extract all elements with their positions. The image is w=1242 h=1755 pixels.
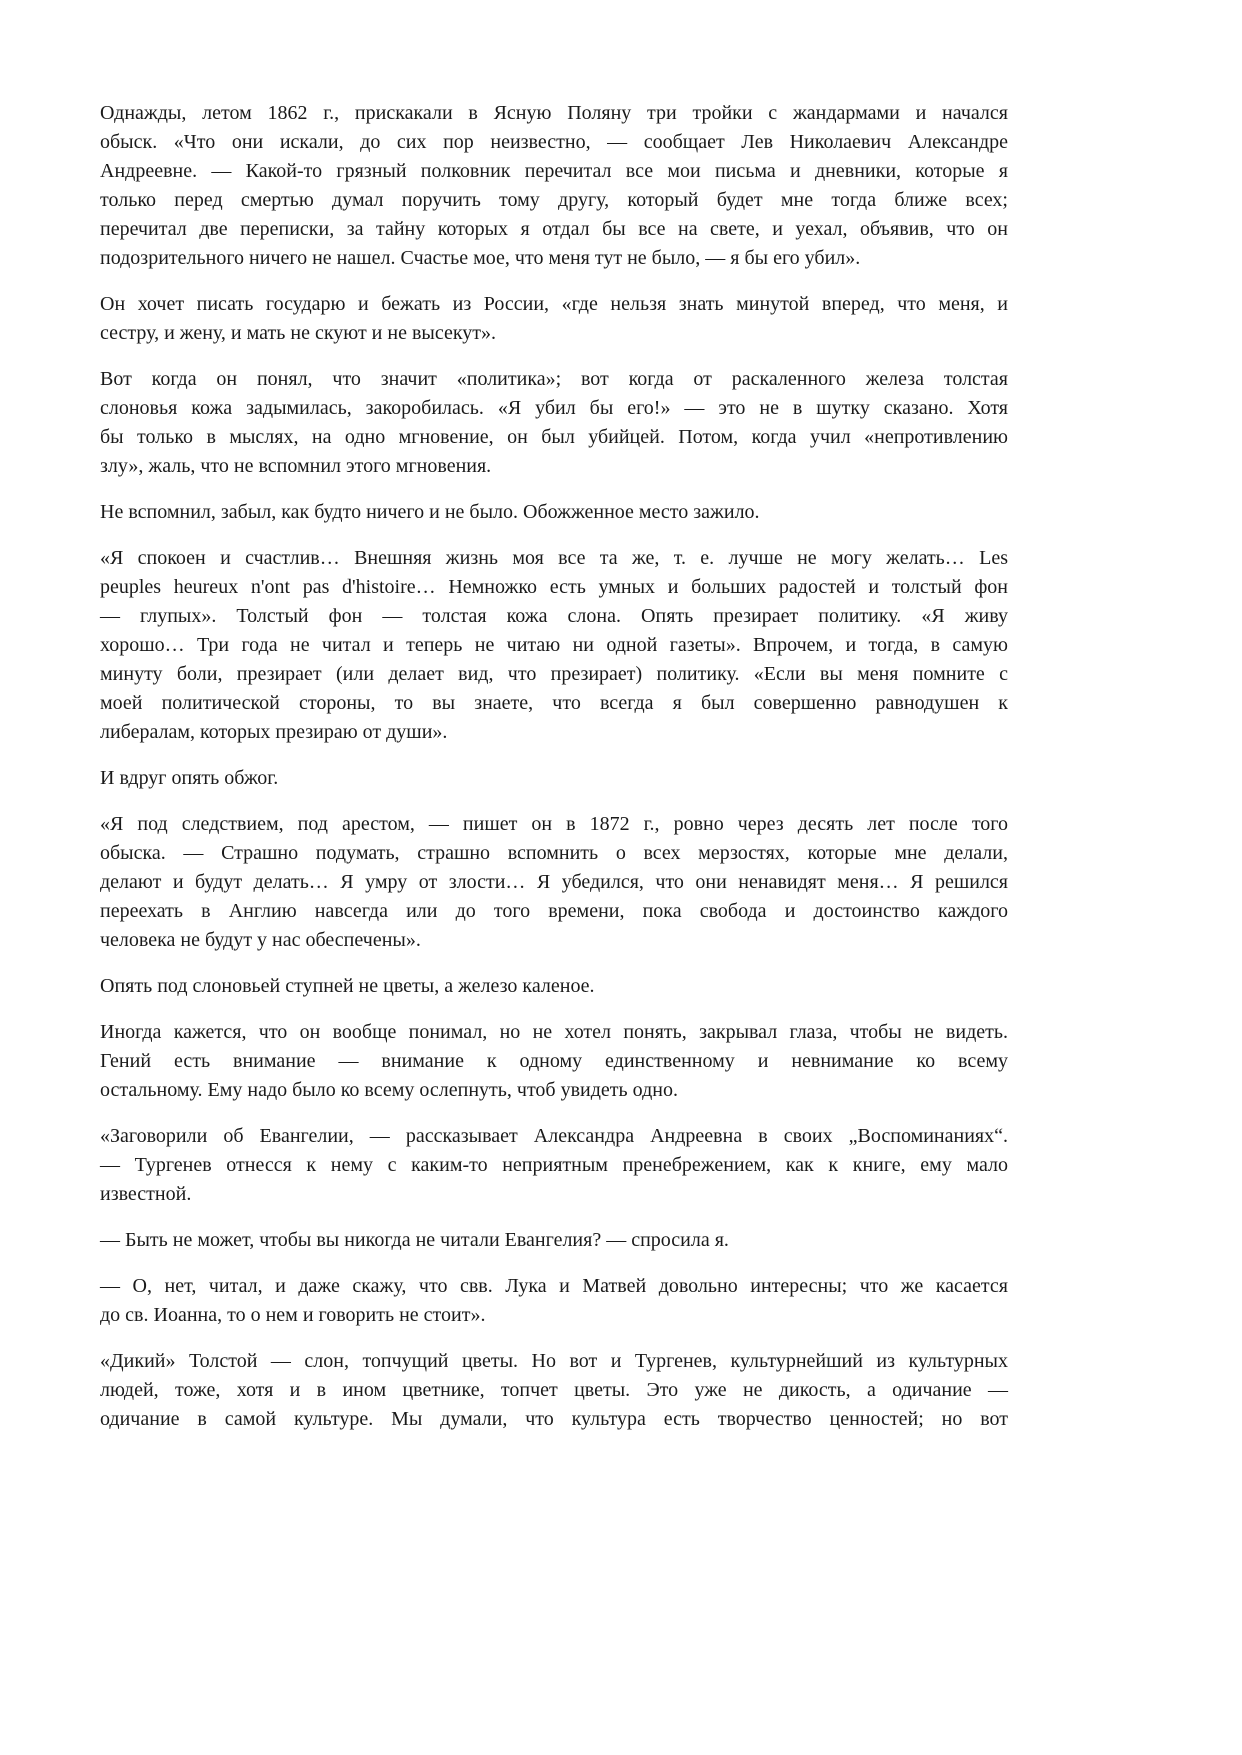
paragraph: [100, 498, 1008, 527]
text-line: одичание в самой культуре. Мы думали, что культура есть творчество ценностей; но вот: [100, 1408, 1008, 1430]
text-line: либералам, которых презираю от души».: [100, 721, 448, 743]
text-line: людей, тоже, хотя и в ином цветнике, топчет цветы. Это уже не дикость, а одичание —: [100, 1379, 1008, 1401]
text-line: — Быть не может, чтобы вы никогда не читали Евангелия? — спросила я.: [100, 1229, 729, 1251]
text-line: Вот когда он понял, что значит «политика»; вот когда от раскаленного железа толстая: [100, 368, 1008, 390]
text-line: известной.: [100, 1183, 192, 1205]
text-line: Однажды, летом 1862 г., прискакали в Ясную Поляну три тройки с жандармами и начался: [100, 102, 1008, 124]
text-line: — глупых». Толстый фон — толстая кожа слона. Опять презирает политику. «Я живу: [100, 605, 1008, 627]
text-line: — Тургенев отнесся к нему с каким-то неприятным пренебрежением, как к книге, ему мало: [100, 1154, 1008, 1176]
text-line: сестру, и жену, и мать не скуют и не высекут».: [100, 322, 497, 344]
text-line: обыск. «Что они искали, до сих пор неизвестно, — сообщает Лев Николаевич Александре: [100, 131, 1008, 153]
text-line: делают и будут делать… Я умру от злости… Я убедился, что они ненавидят меня… Я решился: [100, 871, 1008, 893]
text-line: «Я спокоен и счастлив… Внешняя жизнь моя все та же, т. е. лучше не могу желать… Les: [100, 547, 1008, 569]
text-line: только перед смертью думал поручить тому другу, который будет мне тогда ближе всех;: [100, 189, 1008, 211]
text-line: Опять под слоновьей ступней не цветы, а железо каленое.: [100, 975, 595, 997]
text-line: до св. Иоанна, то о нем и говорить не стоит».: [100, 1304, 486, 1326]
paragraph: [100, 1122, 1008, 1209]
text-line: Андреевне. — Какой-то грязный полковник перечитал все мои письма и дневники, которые я: [100, 160, 1008, 182]
document-page: [100, 99, 1008, 1451]
text-line: перечитал две переписки, за тайну которых я отдал бы все на свете, и уехал, объявив, что он: [100, 218, 1008, 240]
text-line: подозрительного ничего не нашел. Счастье мое, что меня тут не было, — я бы его убил».: [100, 247, 861, 269]
paragraph: [100, 1226, 1008, 1255]
paragraph: [100, 810, 1008, 955]
paragraph: [100, 290, 1008, 348]
text-line: — О, нет, читал, и даже скажу, что свв. Лука и Матвей довольно интересны; что же касается: [100, 1275, 1008, 1297]
text-line: Он хочет писать государю и бежать из России, «где нельзя знать минутой вперед, что меня, и: [100, 293, 1008, 315]
paragraph: [100, 544, 1008, 747]
paragraph: [100, 1018, 1008, 1105]
text-line: peuples heureux n'ont pas d'histoire… Немножко есть умных и больших радостей и толстый фон: [100, 576, 1008, 598]
paragraph: [100, 99, 1008, 273]
paragraph: [100, 365, 1008, 481]
text-line: «Я под следствием, под арестом, — пишет он в 1872 г., ровно через десять лет после того: [100, 813, 1008, 835]
text-line: человека не будут у нас обеспечены».: [100, 929, 421, 951]
text-line: хорошо… Три года не читал и теперь не читаю ни одной газеты». Впрочем, и тогда, в самую: [100, 634, 1008, 656]
paragraph: [100, 972, 1008, 1001]
text-line: «Заговорили об Евангелии, — рассказывает Александра Андреевна в своих „Воспоминаниях“.: [100, 1125, 1008, 1147]
text-line: слоновья кожа задымилась, закоробилась. «Я убил бы его!» — это не в шутку сказано. Хотя: [100, 397, 1008, 419]
paragraph: [100, 1347, 1008, 1434]
text-line: остальному. Ему надо было ко всему ослепнуть, чтоб увидеть одно.: [100, 1079, 678, 1101]
paragraph: [100, 764, 1008, 793]
text-line: злу», жаль, что не вспомнил этого мгновения.: [100, 455, 492, 477]
text-line: обыска. — Страшно подумать, страшно вспомнить о всех мерзостях, которые мне делали,: [100, 842, 1008, 864]
text-line: Гений есть внимание — внимание к одному единственному и невнимание ко всему: [100, 1050, 1008, 1072]
text-line: переехать в Англию навсегда или до того времени, пока свобода и достоинство каждого: [100, 900, 1008, 922]
text-line: моей политической стороны, то вы знаете, что всегда я был совершенно равнодушен к: [100, 692, 1008, 714]
text-line: «Дикий» Толстой — слон, топчущий цветы. Но вот и Тургенев, культурнейший из культурных: [100, 1350, 1008, 1372]
text-line: бы только в мыслях, на одно мгновение, он был убийцей. Потом, когда учил «непротивлению: [100, 426, 1008, 448]
text-line: Не вспомнил, забыл, как будто ничего и не было. Обожженное место зажило.: [100, 501, 760, 523]
text-line: Иногда кажется, что он вообще понимал, но не хотел понять, закрывал глаза, чтобы не видеть.: [100, 1021, 1008, 1043]
text-line: минуту боли, презирает (или делает вид, что презирает) политику. «Если вы меня помните с: [100, 663, 1008, 685]
text-line: И вдруг опять обжог.: [100, 767, 279, 789]
paragraph: [100, 1272, 1008, 1330]
